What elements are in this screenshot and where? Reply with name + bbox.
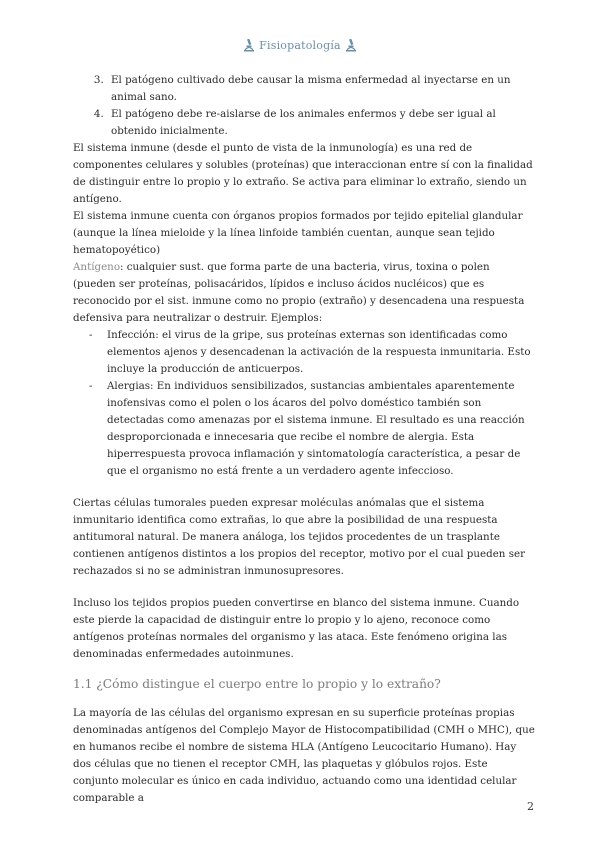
microscope-icon xyxy=(345,38,357,55)
page-body xyxy=(73,72,535,807)
koch-postulates-list xyxy=(73,72,535,140)
list-dash: - xyxy=(89,380,93,392)
section-heading: 1.1 ¿Cómo distingue el cuerpo entre lo propio y lo extraño? xyxy=(73,677,441,691)
list-item xyxy=(89,378,535,480)
microscope-icon xyxy=(243,38,255,55)
antigen-term: Antígeno xyxy=(73,261,121,273)
list-item-text: Alergias: En individuos sensibilizados, sustancias ambientales aparentemente inofensivas como el polen o los ácaros del polvo doméstico también son detectadas como amenazas por el sistema inmune. El resultado es una reacción desproporcionada e innecesaria que recibe el nombre de alergia. Esta hiperrespuesta provoca inflamación y sintomatología característica, a pesar de que el organismo no está frente a un verdadero agente infeccioso. xyxy=(107,380,525,477)
paragraph: Incluso los tejidos propios pueden convertirse en blanco del sistema inmune. Cuando este pierde la capacidad de distinguir entre lo propio y lo ajeno, reconoce como antígenos proteínas normales del organismo y las ataca. Este fenómeno origina las denominadas enfermedades autoinmunes. xyxy=(73,597,520,660)
list-item-text: El patógeno cultivado debe causar la misma enfermedad al inyectarse en un animal sano. xyxy=(111,74,511,103)
examples-list xyxy=(73,327,535,480)
page-number: 2 xyxy=(527,800,534,813)
paragraph: El sistema inmune (desde el punto de vista de la inmunología) es una red de componentes celulares y solubles (proteínas) que interaccionan entre sí con la finalidad de distinguir entre lo propio y lo extraño. Se activa para eliminar lo extraño, siendo un antígeno. xyxy=(73,142,533,205)
list-item xyxy=(89,327,535,378)
list-item-text: El patógeno debe re-aislarse de los animales enfermos y debe ser igual al obtenido inicialmente. xyxy=(111,108,496,137)
antigen-definition xyxy=(73,259,535,327)
list-item-text: Infección: el virus de la gripe, sus proteínas externas son identificadas como elementos ajenos y desencadenan la activación de la respuesta inmunitaria. Esto incluye la producción de anticuerpos. xyxy=(107,329,531,375)
list-item xyxy=(107,72,535,106)
list-item xyxy=(107,106,535,140)
paragraph: El sistema inmune cuenta con órganos propios formados por tejido epitelial glandular (aunque la línea mieloide y la línea linfoide también cuentan, aunque sean tejido hematopoyético) xyxy=(73,210,523,256)
header-title: Fisiopatología xyxy=(259,39,341,52)
page-header xyxy=(0,38,600,55)
paragraph: Ciertas células tumorales pueden expresar moléculas anómalas que el sistema inmunitario identifica como extrañas, lo que abre la posibilidad de una respuesta antitumoral natural. De manera análoga, los tejidos procedentes de un trasplante contienen antígenos distintos a los propios del receptor, motivo por el cual pueden ser rechazados si no se administran inmunosupresores. xyxy=(73,497,526,577)
antigen-definition-text: : cualquier sust. que forma parte de una bacteria, virus, toxina o polen (pueden ser proteínas, polisacáridos, lípidos e incluso ácidos nucléicos) que es reconocido por el sist. inmune como no propio (extraño) y desencadena una respuesta defensiva para neutralizar o destruir. Ejemplos: xyxy=(73,261,525,324)
list-dash: - xyxy=(89,329,93,341)
paragraph: La mayoría de las células del organismo expresan en su superficie proteínas propias denominadas antígenos del Complejo Mayor de Histocompatibilidad (CMH o MHC), que en humanos recibe el nombre de sistema HLA (Antígeno Leucocitario Humano). Hay dos células que no tienen el receptor CMH, las plaquetas y glóbulos rojos. Este conjunto molecular es único en cada individuo, actuando como una identidad celular comparable a xyxy=(73,707,535,804)
